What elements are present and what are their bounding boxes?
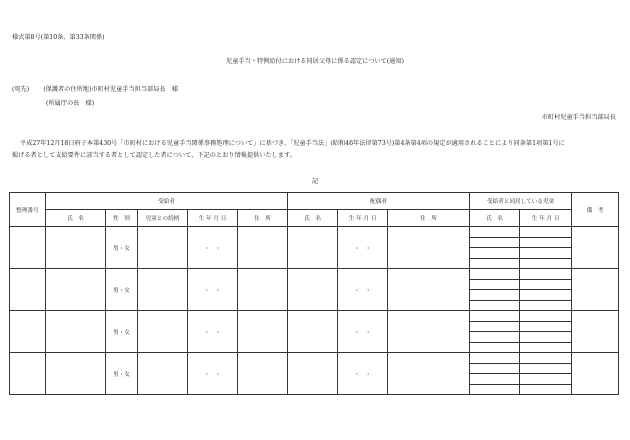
cell-jukyu-birth[interactable]: ・ ・ bbox=[188, 353, 238, 395]
header-biko: 備 考 bbox=[572, 193, 619, 227]
cell-biko[interactable] bbox=[572, 332, 619, 343]
sender: 市町村児童手当担当部局長 bbox=[541, 114, 616, 121]
cell-biko[interactable] bbox=[572, 342, 619, 353]
cell-dokyo-name[interactable] bbox=[470, 300, 520, 311]
form-reference: 様式第8号(第10条、第33条関係) bbox=[12, 34, 105, 41]
ki-heading: 記 bbox=[311, 178, 319, 185]
cell-dokyo-name[interactable] bbox=[470, 237, 520, 248]
cell-haigu-address[interactable] bbox=[388, 227, 470, 269]
cell-haigu-birth[interactable]: ・ ・ bbox=[338, 227, 388, 269]
header-haigu: 配偶者 bbox=[288, 193, 470, 210]
cell-jukyu-birth[interactable]: ・ ・ bbox=[188, 311, 238, 353]
body-text-line-2: 掲げる者として支給要件に該当する者として認定した者について、下記のとおり情報提供いたします。 bbox=[12, 152, 296, 159]
table-row bbox=[10, 311, 619, 322]
cell-dokyo-birth[interactable] bbox=[520, 384, 572, 395]
cell-haigu-birth[interactable]: ・ ・ bbox=[338, 353, 388, 395]
header-jukyu-sex: 性 別 bbox=[106, 210, 138, 227]
cell-dokyo-birth[interactable] bbox=[520, 374, 572, 385]
cell-dokyo-birth[interactable] bbox=[520, 237, 572, 248]
cell-dokyo-birth[interactable] bbox=[520, 269, 572, 280]
cell-biko[interactable] bbox=[572, 384, 619, 395]
cell-dokyo-name[interactable] bbox=[470, 311, 520, 322]
table-row bbox=[10, 269, 619, 280]
cell-jukyu-name[interactable] bbox=[46, 311, 106, 353]
header-jukyu-birth: 生 年 月 日 bbox=[188, 210, 238, 227]
cell-haigu-name[interactable] bbox=[288, 227, 338, 269]
cell-dokyo-name[interactable] bbox=[470, 363, 520, 374]
header-seiri: 整理番号 bbox=[10, 193, 46, 227]
cell-jukyu-sex[interactable]: 男・女 bbox=[106, 269, 138, 311]
cell-dokyo-birth[interactable] bbox=[520, 353, 572, 364]
cell-dokyo-name[interactable] bbox=[470, 384, 520, 395]
notification-table bbox=[9, 192, 619, 395]
cell-biko[interactable] bbox=[572, 269, 619, 280]
cell-biko[interactable] bbox=[572, 279, 619, 290]
cell-seiri[interactable] bbox=[10, 353, 46, 395]
cell-biko[interactable] bbox=[572, 227, 619, 238]
cell-jukyu-relation[interactable] bbox=[138, 227, 188, 269]
cell-jukyu-address[interactable] bbox=[238, 353, 288, 395]
header-jukyu: 受給者 bbox=[46, 193, 288, 210]
cell-dokyo-birth[interactable] bbox=[520, 332, 572, 343]
cell-biko[interactable] bbox=[572, 248, 619, 259]
table-row bbox=[10, 353, 619, 364]
cell-dokyo-name[interactable] bbox=[470, 353, 520, 364]
cell-dokyo-name[interactable] bbox=[470, 269, 520, 280]
body-text-line-1: 平成27年12月18日府子本第430号「市町村における児童手当関係事務処理について」に基づき、「児童手当法」(昭和46年法律第73号)第4条第4項の規定が適用されることにより同条第1項第1号に bbox=[20, 140, 565, 147]
cell-biko[interactable] bbox=[572, 321, 619, 332]
header-haigu-address: 住 所 bbox=[388, 210, 470, 227]
cell-dokyo-birth[interactable] bbox=[520, 248, 572, 259]
cell-seiri[interactable] bbox=[10, 269, 46, 311]
header-dokyo: 受給者と同居している児童 bbox=[470, 193, 572, 210]
addressee-line-2: (所属庁の長 様) bbox=[46, 100, 95, 107]
document-title: 児童手当・特例給付における同居父母に係る認定について(通知) bbox=[226, 58, 404, 65]
cell-dokyo-birth[interactable] bbox=[520, 363, 572, 374]
cell-biko[interactable] bbox=[572, 311, 619, 322]
cell-dokyo-name[interactable] bbox=[470, 248, 520, 259]
table-row bbox=[10, 227, 619, 238]
cell-jukyu-birth[interactable]: ・ ・ bbox=[188, 227, 238, 269]
cell-haigu-name[interactable] bbox=[288, 311, 338, 353]
cell-dokyo-name[interactable] bbox=[470, 227, 520, 238]
cell-haigu-name[interactable] bbox=[288, 269, 338, 311]
cell-haigu-birth[interactable]: ・ ・ bbox=[338, 311, 388, 353]
cell-biko[interactable] bbox=[572, 290, 619, 301]
cell-dokyo-birth[interactable] bbox=[520, 279, 572, 290]
cell-haigu-address[interactable] bbox=[388, 311, 470, 353]
cell-dokyo-birth[interactable] bbox=[520, 321, 572, 332]
cell-dokyo-birth[interactable] bbox=[520, 227, 572, 238]
cell-dokyo-birth[interactable] bbox=[520, 311, 572, 322]
cell-jukyu-relation[interactable] bbox=[138, 269, 188, 311]
cell-dokyo-name[interactable] bbox=[470, 342, 520, 353]
header-haigu-name: 氏 名 bbox=[288, 210, 338, 227]
addressee-line-1 bbox=[12, 86, 178, 94]
cell-seiri[interactable] bbox=[10, 227, 46, 269]
cell-jukyu-name[interactable] bbox=[46, 353, 106, 395]
addressee-name: (保護者の住所地)市町村児童手当担当部局長 様 bbox=[43, 86, 178, 93]
cell-jukyu-name[interactable] bbox=[46, 269, 106, 311]
cell-jukyu-sex[interactable]: 男・女 bbox=[106, 353, 138, 395]
cell-dokyo-name[interactable] bbox=[470, 279, 520, 290]
cell-jukyu-relation[interactable] bbox=[138, 353, 188, 395]
cell-biko[interactable] bbox=[572, 300, 619, 311]
cell-dokyo-name[interactable] bbox=[470, 374, 520, 385]
header-dokyo-birth: 生 年 月 日 bbox=[520, 210, 572, 227]
cell-dokyo-name[interactable] bbox=[470, 258, 520, 269]
cell-jukyu-address[interactable] bbox=[238, 227, 288, 269]
cell-dokyo-name[interactable] bbox=[470, 332, 520, 343]
header-jukyu-relation: 児童との続柄 bbox=[138, 210, 188, 227]
cell-dokyo-birth[interactable] bbox=[520, 342, 572, 353]
cell-dokyo-birth[interactable] bbox=[520, 290, 572, 301]
addressee-prefix: (宛先) bbox=[12, 86, 30, 93]
cell-jukyu-address[interactable] bbox=[238, 311, 288, 353]
cell-biko[interactable] bbox=[572, 237, 619, 248]
header-jukyu-address: 住 所 bbox=[238, 210, 288, 227]
cell-jukyu-relation[interactable] bbox=[138, 311, 188, 353]
cell-biko[interactable] bbox=[572, 374, 619, 385]
cell-jukyu-sex[interactable]: 男・女 bbox=[106, 311, 138, 353]
header-haigu-birth: 生 年 月 日 bbox=[338, 210, 388, 227]
cell-biko[interactable] bbox=[572, 353, 619, 364]
cell-dokyo-birth[interactable] bbox=[520, 258, 572, 269]
cell-haigu-address[interactable] bbox=[388, 353, 470, 395]
cell-dokyo-name[interactable] bbox=[470, 290, 520, 301]
header-jukyu-name: 氏 名 bbox=[46, 210, 106, 227]
cell-biko[interactable] bbox=[572, 363, 619, 374]
cell-jukyu-birth[interactable]: ・ ・ bbox=[188, 269, 238, 311]
cell-biko[interactable] bbox=[572, 258, 619, 269]
cell-jukyu-name[interactable] bbox=[46, 227, 106, 269]
header-dokyo-name: 氏 名 bbox=[470, 210, 520, 227]
cell-jukyu-sex[interactable]: 男・女 bbox=[106, 227, 138, 269]
cell-dokyo-name[interactable] bbox=[470, 321, 520, 332]
cell-seiri[interactable] bbox=[10, 311, 46, 353]
cell-haigu-name[interactable] bbox=[288, 353, 338, 395]
cell-haigu-address[interactable] bbox=[388, 269, 470, 311]
cell-dokyo-birth[interactable] bbox=[520, 300, 572, 311]
cell-jukyu-address[interactable] bbox=[238, 269, 288, 311]
cell-haigu-birth[interactable]: ・ ・ bbox=[338, 269, 388, 311]
